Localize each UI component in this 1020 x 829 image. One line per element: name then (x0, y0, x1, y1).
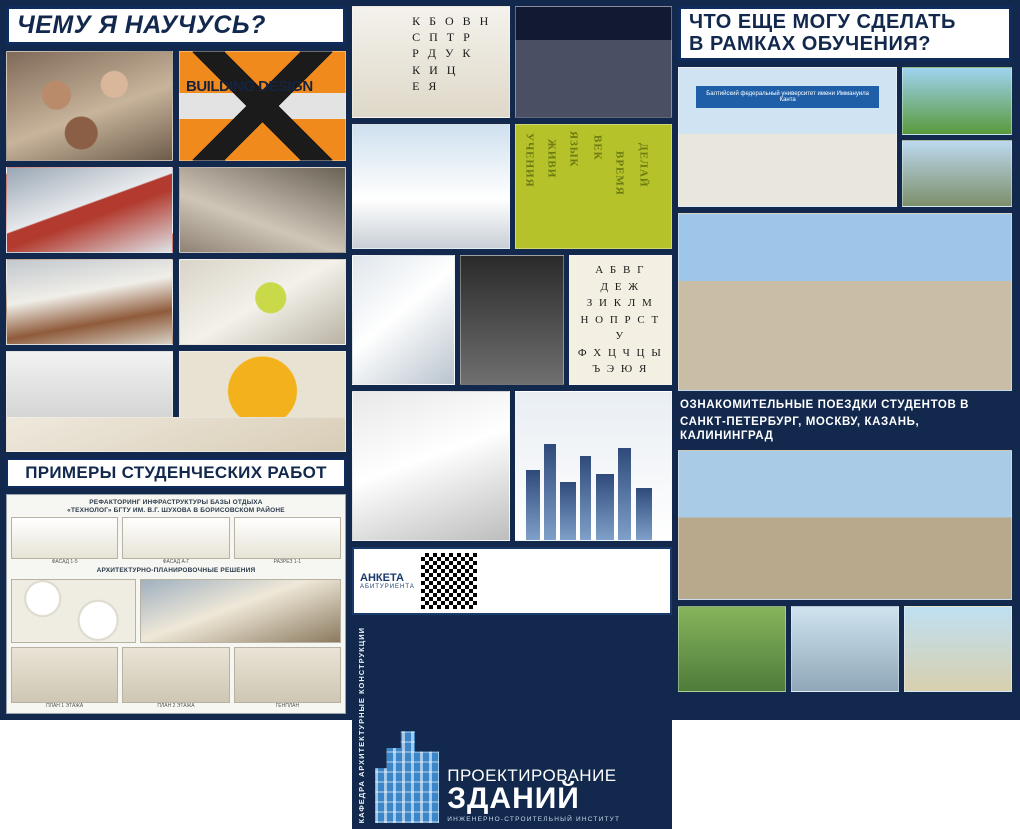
logo-words (447, 767, 620, 824)
green-word: ВРЕМЯ (613, 151, 626, 196)
board-elevation-label: РАЗРЕЗ 1-1 (273, 558, 302, 565)
middle-top-row (352, 6, 672, 118)
alphabet-line: Ф Х Ц Ч Ц Ы (577, 346, 663, 359)
board-bottom-label: ПЛАН 2 ЭТАЖА (157, 703, 195, 709)
right-heading-line1: ЧТО ЕЩЕ МОГУ СДЕЛАТЬ (689, 11, 956, 33)
student-works-heading: ПРИМЕРЫ СТУДЕНЧЕСКИХ РАБОТ (6, 458, 346, 488)
image-green-typography-panel (515, 124, 673, 249)
letter-collage-text (412, 13, 502, 111)
student-project-board (6, 494, 346, 714)
board-section-label: АРХИТЕКТУРНО-ПЛАНИРОВОЧНЫЕ РЕШЕНИЯ (96, 566, 256, 574)
photo-students-forest (678, 606, 786, 692)
photo-cathedral-square (678, 213, 1012, 391)
photo-building-design-poster (179, 51, 346, 161)
photo-students-classroom (6, 51, 173, 161)
trip-caption-line1: ОЗНАКОМИТЕЛЬНЫЕ ПОЕЗДКИ СТУДЕНТОВ В (680, 399, 970, 412)
photo-plans-with-apple (179, 259, 346, 345)
left-heading: ЧЕМУ Я НАУЧУСЬ? (6, 6, 346, 45)
qr-code[interactable] (421, 553, 477, 609)
right-side-stack (902, 67, 1012, 207)
image-ionic-capital-render (352, 391, 510, 541)
tower-shape (544, 444, 556, 540)
right-bottom-row (678, 606, 1012, 692)
middle-fourth-row (352, 391, 672, 541)
photo-students-jumping (791, 606, 899, 692)
board-plan (122, 647, 229, 703)
left-column (6, 6, 346, 714)
tower-shape (526, 470, 540, 540)
right-column (678, 6, 1012, 714)
photo-cottage-model (6, 259, 173, 345)
letter-line: Е Я (412, 78, 440, 93)
left-photo-grid (6, 51, 346, 411)
image-caryatids-drawing (460, 255, 563, 385)
anketa-block[interactable] (352, 547, 672, 615)
building-icon (375, 731, 439, 823)
image-tower-cluster-drawing (515, 391, 673, 541)
board-elevation-label: ФАСАД 1-5 (51, 558, 78, 565)
photo-hand-sketch-house (6, 417, 346, 452)
middle-column (352, 6, 672, 824)
green-word: ЯЗЫК (567, 131, 580, 168)
tower-shape (560, 482, 576, 540)
letter-line: Р Д У К (412, 46, 474, 61)
image-cyrillic-alphabet-plate (569, 255, 672, 385)
alphabet-line: Н О П Р С Т У (580, 313, 661, 342)
alphabet-line: Ъ Э Ю Я (592, 363, 649, 375)
board-bottom-row (11, 647, 341, 703)
board-elevation (11, 517, 118, 559)
letter-line: К И Ц (412, 62, 459, 77)
green-word: ЖИВИ (545, 139, 558, 179)
board-title-line1: РЕФАКТОРИНГ ИНФРАСТРУКТУРЫ БАЗЫ ОТДЫХА (89, 498, 263, 506)
photo-students-group (902, 140, 1012, 208)
department-logo-block (352, 621, 672, 829)
board-bottom-label: ПЛАН 1 ЭТАЖА (46, 703, 84, 709)
letter-line: С П Т Р (412, 30, 473, 45)
image-letter-collage (352, 6, 510, 118)
alphabet-line: А Б В Г (595, 264, 646, 276)
board-elevation-labels (11, 559, 341, 565)
board-plan (234, 647, 341, 703)
anketa-label (360, 572, 415, 591)
alphabet-line: З И К Л М (586, 297, 654, 309)
board-bottom-label: ГЕНПЛАН (275, 703, 300, 709)
board-middle-row (11, 579, 341, 643)
board-bottom-labels (11, 703, 341, 709)
alphabet-line: Д Е Ж (600, 280, 641, 293)
photo-students-lawn (902, 67, 1012, 135)
right-heading (678, 6, 1012, 61)
alphabet-text (576, 262, 665, 378)
image-church-drawing (352, 124, 510, 249)
anketa-title: АНКЕТА (360, 571, 404, 584)
photo-palace-square (678, 450, 1012, 600)
green-word: ВЕК (591, 135, 604, 161)
image-night-street-photo (515, 6, 673, 118)
middle-second-row (352, 124, 672, 249)
board-elevations (11, 517, 341, 559)
green-word: УЧЕНИЯ (523, 133, 536, 188)
tower-shape (636, 488, 652, 540)
board-plan (11, 647, 118, 703)
board-circular-diagram (11, 579, 136, 643)
right-top-row (678, 67, 1012, 207)
right-heading-line2: В РАМКАХ ОБУЧЕНИЯ? (689, 32, 931, 55)
department-vertical-text: КАФЕДРА АРХИТЕКТУРНЫЕ КОНСТРУКЦИИ (357, 627, 366, 824)
board-elevation (122, 517, 229, 559)
tower-shape (618, 448, 631, 540)
image-perspective-drawing (352, 255, 455, 385)
photo-red-building-model (6, 167, 173, 253)
letter-line: К Б О В Н (412, 14, 492, 28)
board-title-line2: «ТЕХНОЛОГ» БГТУ ИМ. В.Г. ШУХОВА В БОРИСОВСКОМ РАЙОНЕ (67, 506, 285, 514)
board-elevation-label: ФАСАД А-Г (162, 558, 190, 565)
trip-caption-line2: САНКТ-ПЕТЕРБУРГ, МОСКВУ, КАЗАНЬ, КАЛИНИНГРАД (680, 415, 920, 442)
photo-cardboard-models (179, 167, 346, 253)
logo-word-2: ЗДАНИЙ (447, 781, 580, 815)
university-banner-text: Балтийский федеральный университет имени Иммануила Канта (696, 86, 879, 108)
logo-word-1: ПРОЕКТИРОВАНИЕ (447, 765, 617, 785)
building-design-overlay: BUILDING DESIGN (186, 78, 313, 95)
photo-students-seaside (904, 606, 1012, 692)
tower-shape (580, 456, 591, 540)
photo-university-building (678, 67, 897, 207)
logo-word-3: ИНЖЕНЕРНО-СТРОИТЕЛЬНЫЙ ИНСТИТУТ (447, 815, 621, 823)
board-render-image (140, 579, 341, 643)
anketa-subtitle: АБИТУРИЕНТА (360, 583, 415, 590)
green-word: ДЕЛАЙ (637, 143, 650, 188)
board-elevation (234, 517, 341, 559)
trip-caption (678, 397, 1012, 444)
tower-shape (596, 474, 614, 540)
middle-third-row (352, 255, 672, 385)
